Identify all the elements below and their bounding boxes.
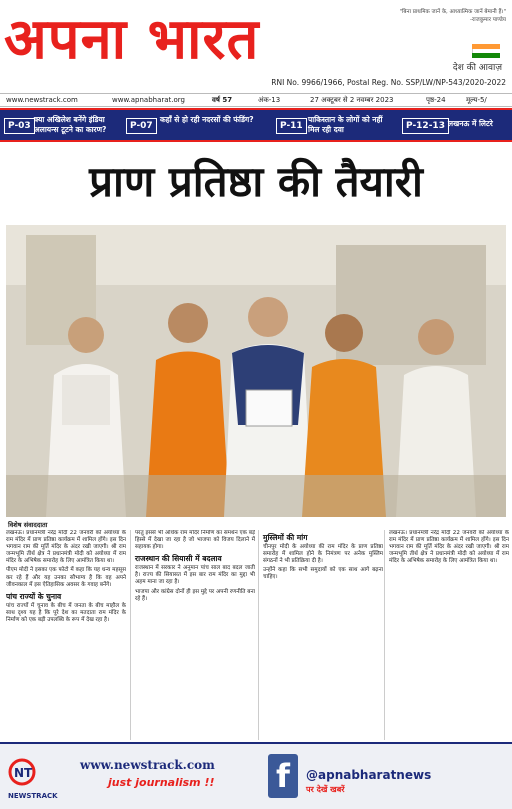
article-paragraph: भाजपा और कांग्रेस दोनों ही इस मुद्दे पर अपनी रणनीति बना रहे हैं। xyxy=(135,588,255,602)
facebook-handle[interactable]: @apnabharatnews xyxy=(306,768,432,782)
teaser-strip xyxy=(0,108,512,142)
teaser-item[interactable] xyxy=(402,114,510,136)
issue-label: अंक-13 xyxy=(258,96,281,104)
tagline: देश की आवाज़ xyxy=(452,63,502,73)
masthead-quote xyxy=(388,8,506,24)
article-paragraph: राजस्थान में सरकार ने अनुमान पांच साल बाद बदल जाती है। राज्य की सियासत में इस बार राम मंदिर का मुद्दा भी अहम माना जा रहा है। xyxy=(135,565,255,586)
svg-text:NT: NT xyxy=(14,766,33,780)
website-link-1[interactable]: www.newstrack.com xyxy=(6,96,78,104)
newspaper-logo: अपना भारत xyxy=(4,7,260,72)
lead-photo xyxy=(6,225,506,517)
teaser-item[interactable] xyxy=(126,114,254,136)
footer-website[interactable]: www.newstrack.com xyxy=(80,758,215,772)
section-heading: पांच राज्यों के चुनाव xyxy=(6,591,62,601)
facebook-cta: पर देखें खबरें xyxy=(306,785,345,794)
article-paragraph: लखनऊ। प्रधानमंत्री नरेंद्र मोदी 22 जनवरी को अयोध्या के राम मंदिर में प्राण प्रतिष्ठा कार्यक्रम में शामिल होंगे। इस दिन भगवान राम की मूर्ति मंदिर के अंदर रखी जाएगी। श्री राम जन्मभूमि तीर्थ क्षेत्र ने प्रधानमंत्री मोदी को अयोध्या में राम मंदिर के अभिषेक समारोह के लिए आमंत्रित किया था। xyxy=(6,530,126,565)
footer-banner xyxy=(0,742,512,809)
article-paragraph: चीनपुर मोदी के अयोध्या की राम मंदिर के प्राण प्रतिष्ठा समारोह में शामिल होने के निमंत्रण पर अनेक मुस्लिम संगठनों ने भी प्रतिक्रिया दी है। xyxy=(263,544,383,565)
newstrack-brand: NEWSTRACK xyxy=(8,792,58,800)
website-link-2[interactable]: www.apnabharat.org xyxy=(112,96,186,104)
article-paragraph: लखनऊ। प्रधानमंत्री नरेंद्र मोदी 22 जनवरी को अयोध्या के राम मंदिर में प्राण प्रतिष्ठा कार्यक्रम में शामिल होंगे। इस दिन भगवान राम की मूर्ति मंदिर के अंदर रखी जाएगी। श्री राम जन्मभूमि तीर्थ क्षेत्र ने प्रधानमंत्री मोदी को अयोध्या में राम मंदिर के अभिषेक समारोह के लिए आमंत्रित किया था। xyxy=(389,530,509,565)
article-column xyxy=(384,530,509,740)
teaser-text: पाकिस्तान के लोगों को नहीं मिल रही दवा xyxy=(308,115,383,134)
teaser-page: P-11 xyxy=(276,118,307,134)
registration-number: RNI No. 9966/1966, Postal Reg. No. SSP/LW/NP-543/2020-2022 xyxy=(271,78,506,87)
section-heading: राजस्थान की सियासी में बदलाव xyxy=(135,554,222,564)
main-headline: प्राण प्रतिष्ठा की तैयारी xyxy=(89,157,423,206)
quote-author: -राजकुमार पाण्डेय xyxy=(470,17,506,23)
facebook-icon[interactable]: f xyxy=(268,754,298,798)
newstrack-promo[interactable] xyxy=(0,744,256,809)
article-column xyxy=(258,530,383,740)
quote-text: "बिना प्राथमिक जानें के, आध्यात्मिक जानें बेमानी हैं।" xyxy=(399,9,506,15)
section-heading: मुस्लिमों की मांग xyxy=(263,533,308,542)
flag-icon xyxy=(472,44,500,58)
teaser-text: क्या अखिलेश बनेंगे इंडिया अलायन्स टूटने का कारण? xyxy=(34,115,107,134)
byline: विशेष संवाददाता xyxy=(8,521,48,529)
teaser-page: P-07 xyxy=(126,118,157,134)
article-columns xyxy=(6,530,509,740)
teaser-item[interactable] xyxy=(4,114,122,136)
price-label: मूल्य-5/ xyxy=(466,96,487,104)
pages-label: पृष्ठ-24 xyxy=(426,96,446,104)
article-paragraph: उन्होंने कहा कि सभी समुदायों को एक साथ आगे बढ़ना चाहिए। xyxy=(263,567,383,581)
teaser-text: कहाँ से हो रही नदरसों की फंडिंग? xyxy=(160,115,254,124)
date-label: 27 अक्टूबर से 2 नवम्बर 2023 xyxy=(310,96,394,104)
masthead xyxy=(0,0,512,100)
year-label: वर्ष 57 xyxy=(212,96,233,104)
article-paragraph: परंतु इससे भी अधिक राम मंदिर निर्माण का समर्थन एक बड़े हिस्से में देखा जा रहा है जो भाजपा को विजय दिलाने में सहायक होगा। xyxy=(135,530,255,551)
teaser-item[interactable] xyxy=(276,114,396,136)
teaser-page: P-03 xyxy=(4,118,35,134)
teaser-text: लखनऊ में लिटरे xyxy=(448,119,493,128)
footer-slogan: just journalism !! xyxy=(108,776,215,789)
info-bar xyxy=(0,93,512,107)
tagline-block xyxy=(432,44,502,72)
newstrack-logo xyxy=(8,756,60,796)
article-column xyxy=(6,530,126,740)
article-paragraph: पांच राज्यों में चुनाव के बीच में जनता के बीच माहौल के साथ दृश्य यह है कि पूरे देश का मतदाता राम मंदिर के निर्माण को एक बड़ी उपलब्धि के रूप में देख रहा है। xyxy=(6,602,126,623)
article-paragraph: पीएम मोदी ने इसका एक फोटो में कहा कि यह धन्य महसूस कर रहे हैं और यह उनका सौभाग्य है कि वह अपने जीवनकाल में इस ऐतिहासिक अवसर के गवाह बनेंगे। xyxy=(6,567,126,588)
article-column xyxy=(130,530,255,740)
teaser-page: P-12-13 xyxy=(402,118,449,134)
